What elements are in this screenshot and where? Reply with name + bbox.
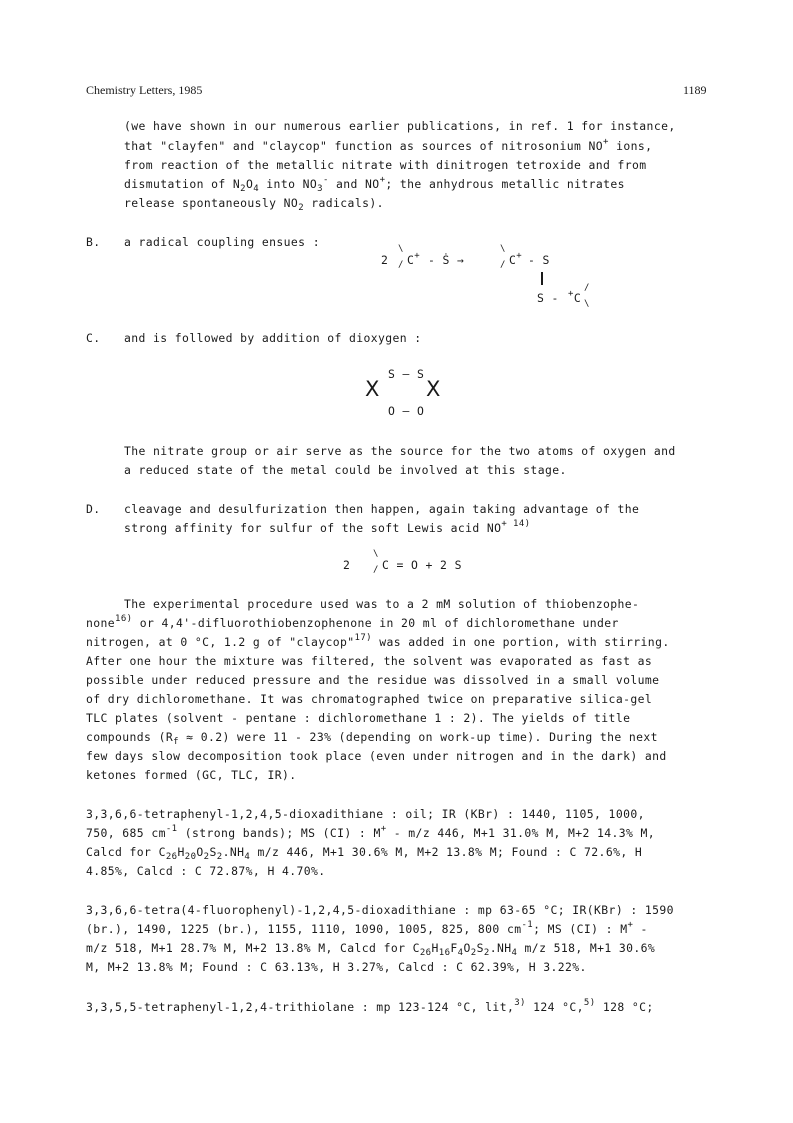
bond-mark: / [584, 283, 590, 293]
page-number: 1189 [683, 83, 707, 97]
text-line: TLC plates (solvent - pentane : dichloromethane 1 : 2). The yields of title [86, 711, 631, 725]
step-letter: D. [86, 502, 101, 516]
step-text: a radical coupling ensues : [124, 235, 320, 249]
text-line: possible under reduced pressure and the residue was dissolved in a small volume [86, 673, 660, 687]
text-line: a reduced state of the metal could be involved at this stage. [124, 463, 567, 477]
text-line: (br.), 1490, 1225 (br.), 1155, 1110, 1090, 1005, 825, 800 $cm^{-1}$; MS (CI) : M+ - [86, 920, 648, 936]
bond-mark: \ [584, 299, 590, 309]
coefficient: 2 [381, 253, 389, 267]
ring-top: S — S [388, 367, 425, 381]
carbocation: C+ [407, 251, 421, 267]
carbocation: +C [568, 289, 582, 305]
step-letter: B. [86, 235, 101, 249]
text-line: none$^{16)}$ or 4,4'-difluorothiobenzophenone in 20 ml of dichloromethane under [86, 614, 619, 630]
compound-data-3: 3,3,5,5-tetraphenyl-1,2,4-trithiolane : mp 123-124 °C, lit,$^{3)}$ 124 °C,$^{5)}$ 128 °C; [86, 998, 654, 1014]
ring-bottom: O — O [388, 404, 425, 418]
text-line: m/z 518, M+1 28.7% M, M+2 13.8% M, Calcd for $C_{26}H_{16}F_4O_2S_2.NH_4$ m/z 518, M+1 30.6% [86, 941, 656, 958]
bond-mark: \ [398, 244, 404, 254]
text-line: After one hour the mixture was filtered, the solvent was evaporated as fast as [86, 654, 653, 668]
carbocation: C+ [509, 251, 523, 267]
text-line: few days slow decomposition took place (even under nitrogen and in the dark) and [86, 749, 667, 763]
text-line: of dry dichloromethane. It was chromatographed twice on preparative silica-gel [86, 692, 653, 706]
bond-mark: / [398, 260, 404, 270]
ring-carbon-left: X [365, 377, 380, 401]
running-header: Chemistry Letters, 1985 [86, 83, 203, 97]
text-line: nitrogen, at 0 °C, 1.2 g of "claycop"$^{17)}$ was added in one portion, with stirring. [86, 633, 670, 649]
text-line: (we have shown in our numerous earlier publications, in ref. 1 for instance, [124, 119, 676, 133]
step-text: and is followed by addition of dioxygen : [124, 331, 422, 345]
text-line: cleavage and desulfurization then happen, again taking advantage of the [124, 502, 640, 516]
text-line: that "clayfen" and "claycop" function as sources of nitrosonium NO+ ions, [124, 137, 653, 153]
ring-carbon-right: X [426, 377, 441, 401]
text-line: 3,3,6,6-tetra(4-fluorophenyl)-1,2,4,5-dioxadithiane : mp 63-65 °C; IR(KBr) : 1590 [86, 903, 674, 917]
bond-mark: / [373, 565, 379, 575]
coefficient: 2 [343, 558, 351, 572]
thiyl-radical: - Ṡ → [428, 253, 465, 267]
text-line: compounds $(R_f \approx 0.2)$ were 11 - 23% (depending on work-up time). During the next [86, 730, 658, 747]
step-letter: C. [86, 331, 101, 345]
sulfur-atom: S - [537, 291, 559, 305]
text-line: M, M+2 13.8% M; Found : C 63.13%, H 3.27%, Calcd : C 62.39%, H 3.22%. [86, 960, 587, 974]
text-line: release spontaneously $NO_2$ radicals). [124, 196, 384, 213]
equation-body: C = O + 2 S [382, 558, 462, 572]
text-line: ketones formed (GC, TLC, IR). [86, 768, 297, 782]
text-line: Calcd for $C_{26}H_{20}O_2S_2.NH_4$ m/z 446, M+1 30.6% M, M+2 13.8% M; Found : C 72.6%, H [86, 845, 643, 862]
bond-mark: / [500, 260, 506, 270]
bond-line [541, 272, 543, 285]
text-line: 3,3,6,6-tetraphenyl-1,2,4,5-dioxadithiane : oil; IR (KBr) : 1440, 1105, 1000, [86, 807, 645, 821]
text-line: from reaction of the metallic nitrate with dinitrogen tetroxide and from [124, 158, 647, 172]
bond-mark: \ [373, 549, 379, 559]
text-line: The nitrate group or air serve as the source for the two atoms of oxygen and [124, 444, 676, 458]
sulfur-atom: - S [528, 253, 550, 267]
text-line: 4.85%, Calcd : C 72.87%, H 4.70%. [86, 864, 326, 878]
text-line: The experimental procedure used was to a 2 mM solution of thiobenzophe- [124, 597, 640, 611]
text-line: 750, 685 $cm^{-1}$ (strong bands); MS (CI) : M+ - m/z 446, M+1 31.0% M, M+2 14.3% M, [86, 824, 656, 840]
bond-mark: \ [500, 244, 506, 254]
text-line: strong affinity for sulfur of the soft Lewis acid $NO^{+ 14)}$ [124, 519, 531, 535]
text-line: dismutation of $N_2O_4$ into $NO_3^-$ and NO+; the anhydrous metallic nitrates [124, 175, 625, 194]
